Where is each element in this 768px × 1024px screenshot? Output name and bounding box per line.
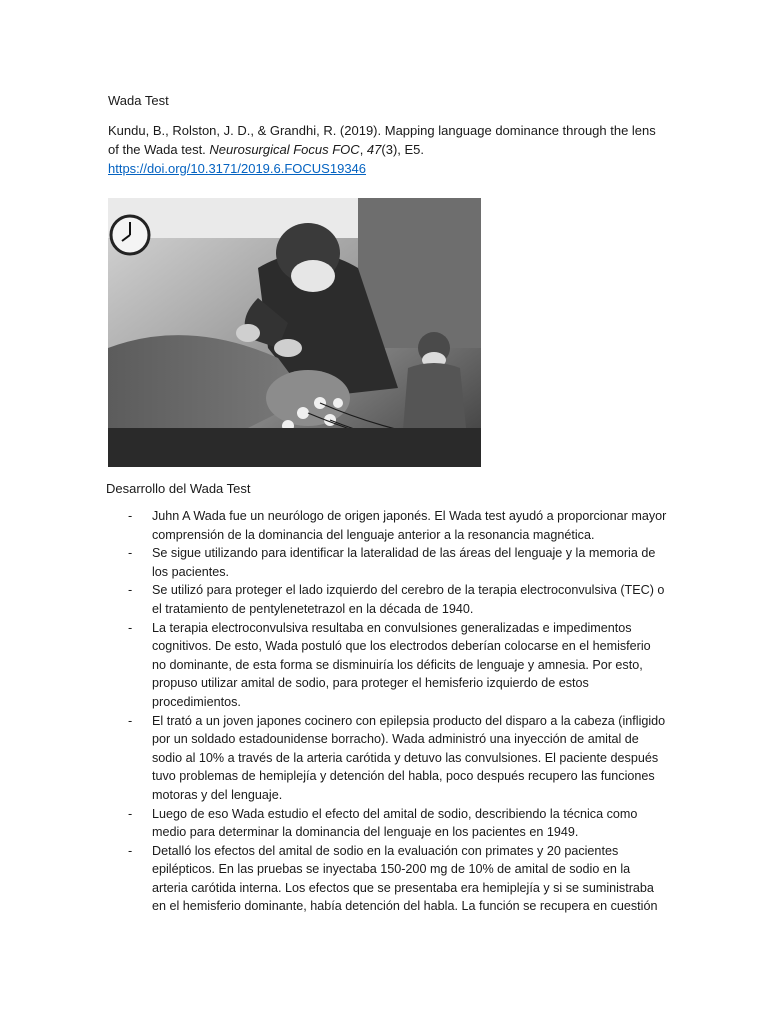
bullet-marker: - bbox=[128, 806, 133, 821]
list-item bbox=[128, 842, 668, 916]
citation-volume: 47 bbox=[366, 142, 382, 157]
document-title: Wada Test bbox=[108, 93, 169, 108]
bullet-marker: - bbox=[128, 546, 133, 561]
bullet-marker: - bbox=[128, 620, 133, 635]
list-item-text: El trató a un joven japones cocinero con epilepsia producto del disparo a la cabeza (infligido por un soldado estadounidense borracho). Wada administró una inyección de amital de sodio al 10% a través de la arteria carótida y detuvo las convulsiones. El paciente después tuvo problemas de hemiplejía y detención del habla, poco después recupero las funciones motoras y del lenguaje. bbox=[152, 713, 666, 802]
list-item-text: Juhn A Wada fue un neurólogo de origen japonés. El Wada test ayudó a proporcionar mayor comprensión de la dominancia del lenguaje anterior a la resonancia magnética. bbox=[152, 509, 667, 542]
list-item bbox=[128, 619, 668, 712]
citation-journal: Neurosurgical Focus FOC bbox=[209, 142, 360, 157]
section-heading: Desarrollo del Wada Test bbox=[106, 481, 251, 496]
citation-issue: (3), E5. bbox=[381, 142, 425, 157]
bullet-list bbox=[128, 507, 668, 916]
citation-authors: Kundu, B., Rolston, J. D., & Grandhi, R. (2019). Mapping language dominance through the lens of the Wada test. bbox=[108, 123, 656, 157]
bullet-marker: - bbox=[128, 843, 133, 858]
doi-link[interactable]: https://doi.org/10.3171/2019.6.FOCUS19346 bbox=[108, 161, 367, 176]
bullet-marker: - bbox=[128, 583, 133, 598]
list-item bbox=[128, 712, 668, 805]
bullet-marker: - bbox=[128, 509, 133, 523]
list-item bbox=[128, 581, 668, 618]
list-item-text: La terapia electroconvulsiva resultaba en convulsiones generalizadas e impedimentos cognitivos. De esto, Wada postuló que los electrodos deberían colocarse en el hemisferio no dominante, de esta forma se disminuiría los déficits de lenguaje y amnesia. Por esto, propuso utilizar amital de sodio, para proteger el hemisferio izquierdo de estos procedimientos. bbox=[152, 620, 651, 709]
list-item-text: Luego de eso Wada estudio el efecto del amital de sodio, describiendo la técnica como medio para determinar la dominancia del lenguaje en los pacientes en 1949. bbox=[152, 806, 638, 840]
list-item-text: Detalló los efectos del amital de sodio en la evaluación con primates y 20 pacientes epilépticos. En las pruebas se inyectaba 150-200 mg de 10% de amital de sodio en la arteria carótida interna. Los efectos que se presentaba era hemiplejía y si se suministraba en el hemisferio dominante, había detención del habla. La función se recupera en cuestión bbox=[152, 843, 658, 914]
list-item bbox=[128, 507, 668, 544]
bullet-marker: - bbox=[128, 713, 133, 728]
list-item-text: Se utilizó para proteger el lado izquierdo del cerebro de la terapia electroconvulsiva (TEC) o el tratamiento de pentylenetetrazol en la década de 1940. bbox=[152, 583, 665, 616]
citation-separator: , bbox=[359, 142, 367, 157]
citation bbox=[108, 121, 668, 178]
clock-icon bbox=[111, 216, 149, 254]
list-item bbox=[128, 544, 668, 581]
surgery-photo bbox=[108, 198, 481, 467]
list-item-text: Se sigue utilizando para identificar la lateralidad de las áreas del lenguaje y la memoria de los pacientes. bbox=[152, 546, 656, 579]
list-item bbox=[128, 805, 668, 842]
